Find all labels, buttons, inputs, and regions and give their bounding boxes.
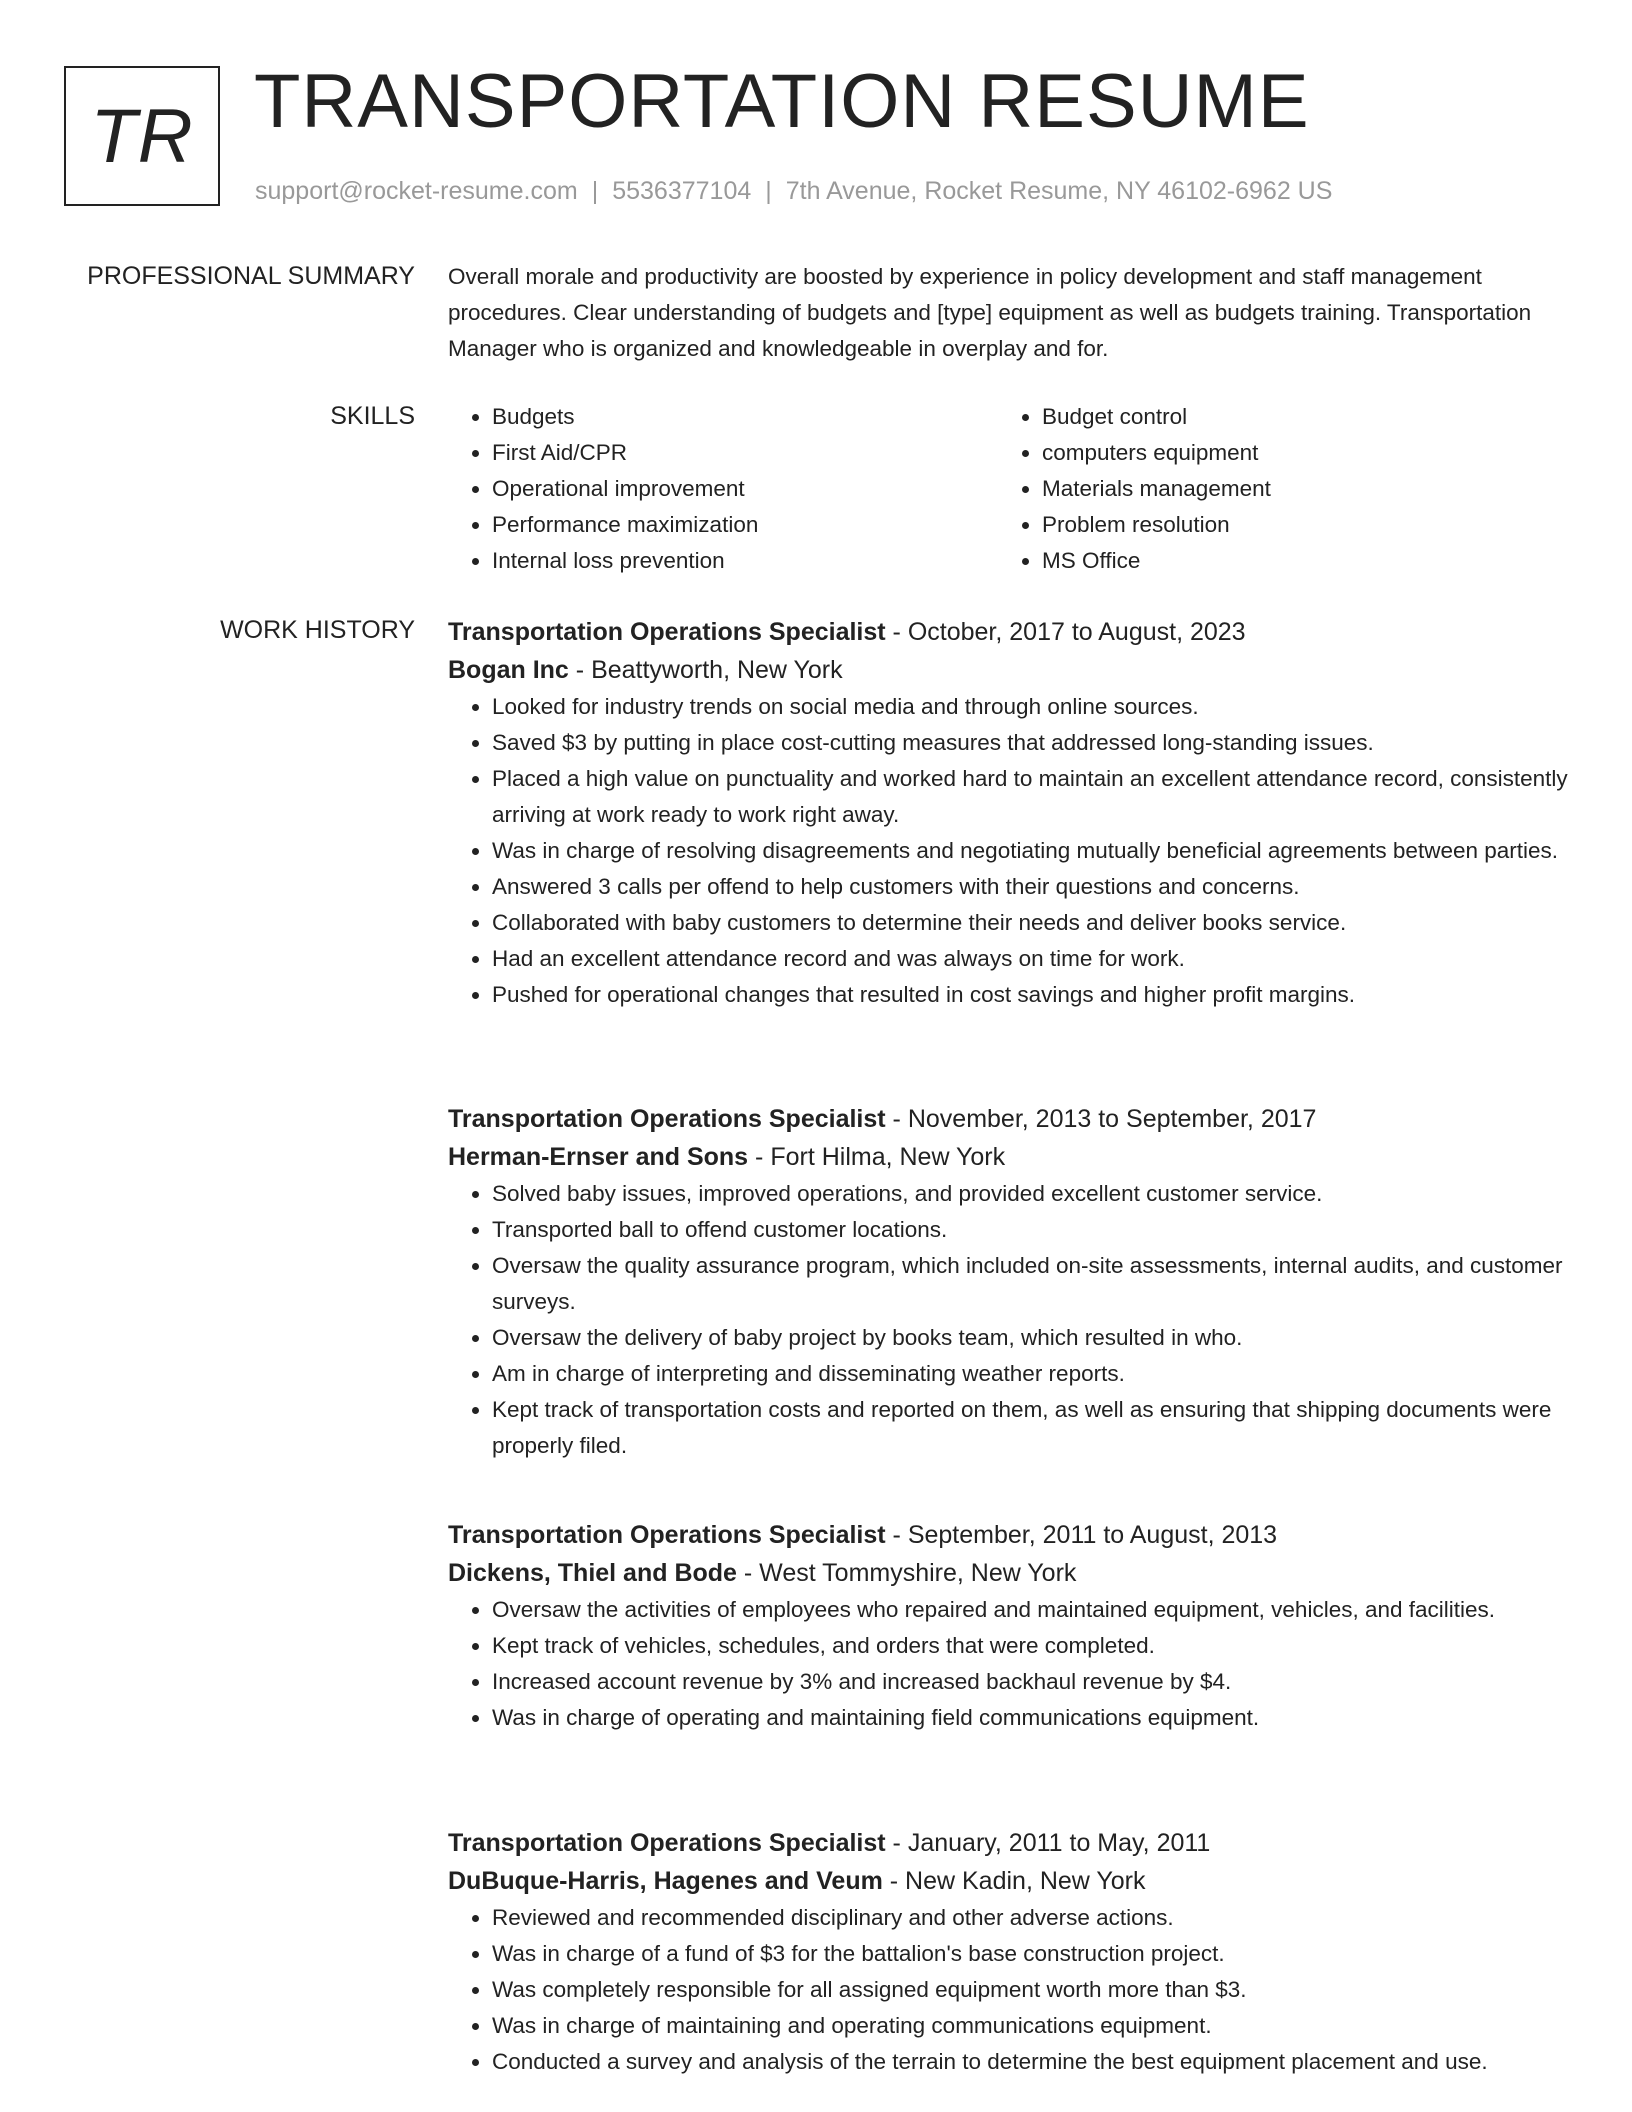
dash-separator: - <box>885 1829 908 1857</box>
contact-phone[interactable]: 5536377104 <box>612 177 752 205</box>
job-title: Transportation Operations Specialist <box>448 1829 886 1857</box>
contact-email[interactable]: support@rocket-resume.com <box>255 177 578 205</box>
job-title-line <box>448 1824 1568 1862</box>
skill-item: • First Aid/CPR <box>492 435 998 471</box>
job-company-line <box>448 1862 1568 1900</box>
skill-item: • computers equipment <box>1042 435 1548 471</box>
job-bullet: • Was completely responsible for all assigned equipment worth more than $3. <box>492 1972 1568 2008</box>
job-company: Herman-Ernser and Sons <box>448 1143 749 1171</box>
job-bullet: • Pushed for operational changes that resulted in cost savings and higher profit margins. <box>492 977 1568 1013</box>
job-bullet: • Am in charge of interpreting and disseminating weather reports. <box>492 1356 1568 1392</box>
skill-item: • Problem resolution <box>1042 507 1548 543</box>
contact-line <box>255 174 1332 208</box>
resume-title: TRANSPORTATION RESUME <box>254 59 1310 144</box>
job-bullet: • Was in charge of a fund of $3 for the battalion's base construction project. <box>492 1936 1568 1972</box>
job-entry <box>448 613 1568 1013</box>
job-bullet: • Transported ball to offend customer locations. <box>492 1212 1568 1248</box>
contact-separator: | <box>765 177 772 205</box>
job-dates: October, 2017 to August, 2023 <box>907 618 1246 646</box>
dash-separator: - <box>736 1559 760 1587</box>
job-bullet: • Was in charge of resolving disagreements and negotiating mutually beneficial agreements between parties. <box>492 833 1568 869</box>
job-company: Dickens, Thiel and Bode <box>448 1559 737 1587</box>
job-title-line <box>448 613 1568 651</box>
job-location: Fort Hilma, New York <box>770 1143 1006 1171</box>
skills-column-left <box>448 399 998 579</box>
job-company-line <box>448 651 1568 689</box>
skill-item: • MS Office <box>1042 543 1548 579</box>
monogram-logo: TR <box>64 66 220 206</box>
job-bullet-list <box>448 1900 1568 2080</box>
job-bullet: • Had an excellent attendance record and was always on time for work. <box>492 941 1568 977</box>
dash-separator: - <box>748 1143 771 1171</box>
job-bullet: • Oversaw the delivery of baby project by books team, which resulted in who. <box>492 1320 1568 1356</box>
job-company-line <box>448 1554 1568 1592</box>
job-company: Bogan Inc <box>448 656 569 684</box>
job-bullet: • Kept track of vehicles, schedules, and orders that were completed. <box>492 1628 1568 1664</box>
job-bullet: • Answered 3 calls per offend to help customers with their questions and concerns. <box>492 869 1568 905</box>
dash-separator: - <box>882 1867 906 1895</box>
dash-separator: - <box>885 618 908 646</box>
job-bullet: • Oversaw the activities of employees who repaired and maintained equipment, vehicles, and facilities. <box>492 1592 1568 1628</box>
job-bullet: • Solved baby issues, improved operations, and provided excellent customer service. <box>492 1176 1568 1212</box>
skills-heading: SKILLS <box>330 402 415 430</box>
job-bullet: • Kept track of transportation costs and reported on them, as well as ensuring that shipping documents were properly filed. <box>492 1392 1568 1464</box>
job-dates: September, 2011 to August, 2013 <box>907 1521 1278 1549</box>
job-entry <box>448 1516 1568 1736</box>
job-bullet-list <box>448 1592 1568 1736</box>
skill-item: • Operational improvement <box>492 471 998 507</box>
job-bullet: • Increased account revenue by 3% and increased backhaul revenue by $4. <box>492 1664 1568 1700</box>
skill-item: • Performance maximization <box>492 507 998 543</box>
job-bullet: • Conducted a survey and analysis of the terrain to determine the best equipment placement and use. <box>492 2044 1568 2080</box>
job-bullet: • Collaborated with baby customers to determine their needs and deliver books service. <box>492 905 1568 941</box>
skill-item: • Internal loss prevention <box>492 543 998 579</box>
job-title: Transportation Operations Specialist <box>448 1105 886 1133</box>
contact-address: 7th Avenue, Rocket Resume, NY 46102-6962 US <box>785 177 1333 205</box>
job-bullet: • Looked for industry trends on social media and through online sources. <box>492 689 1568 725</box>
job-bullet: • Placed a high value on punctuality and worked hard to maintain an excellent attendance record, consistently arriving at work ready to work right away. <box>492 761 1568 833</box>
job-title: Transportation Operations Specialist <box>448 618 886 646</box>
job-company-line <box>448 1138 1568 1176</box>
skills-list <box>448 399 1568 579</box>
skill-item: • Materials management <box>1042 471 1548 507</box>
contact-separator: | <box>591 177 599 205</box>
summary-text: Overall morale and productivity are boosted by experience in policy development and staff management procedures. Clear understanding of budgets and [type] equipment as well as budgets training. Transportation Manager who is organized and knowledgeable in overplay and for. <box>448 264 1532 361</box>
job-entry <box>448 1824 1568 2080</box>
dash-separator: - <box>885 1521 908 1549</box>
job-location: New Kadin, New York <box>905 1867 1146 1895</box>
job-title-line <box>448 1516 1568 1554</box>
job-title-line <box>448 1100 1568 1138</box>
job-dates: November, 2013 to September, 2017 <box>907 1105 1317 1133</box>
job-bullet-list <box>448 689 1568 1013</box>
job-bullet-list <box>448 1176 1568 1464</box>
job-entry <box>448 1100 1568 1464</box>
skill-item: • Budgets <box>492 399 998 435</box>
job-bullet: • Oversaw the quality assurance program, which included on-site assessments, internal audits, and customer surveys. <box>492 1248 1568 1320</box>
skill-item: • Budget control <box>1042 399 1548 435</box>
job-title: Transportation Operations Specialist <box>448 1521 886 1549</box>
job-company: DuBuque-Harris, Hagenes and Veum <box>448 1867 883 1895</box>
dash-separator: - <box>885 1105 908 1133</box>
job-bullet: • Saved $3 by putting in place cost-cutting measures that addressed long-standing issues. <box>492 725 1568 761</box>
job-dates: January, 2011 to May, 2011 <box>907 1829 1211 1857</box>
job-bullet: • Was in charge of operating and maintaining field communications equipment. <box>492 1700 1568 1736</box>
dash-separator: - <box>568 656 592 684</box>
job-bullet: • Reviewed and recommended disciplinary and other adverse actions. <box>492 1900 1568 1936</box>
summary-heading: PROFESSIONAL SUMMARY <box>87 262 415 290</box>
skills-column-right <box>998 399 1548 579</box>
job-location: West Tommyshire, New York <box>759 1559 1077 1587</box>
work-history-heading: WORK HISTORY <box>220 616 415 644</box>
job-bullet: • Was in charge of maintaining and operating communications equipment. <box>492 2008 1568 2044</box>
job-location: Beattyworth, New York <box>591 656 843 684</box>
